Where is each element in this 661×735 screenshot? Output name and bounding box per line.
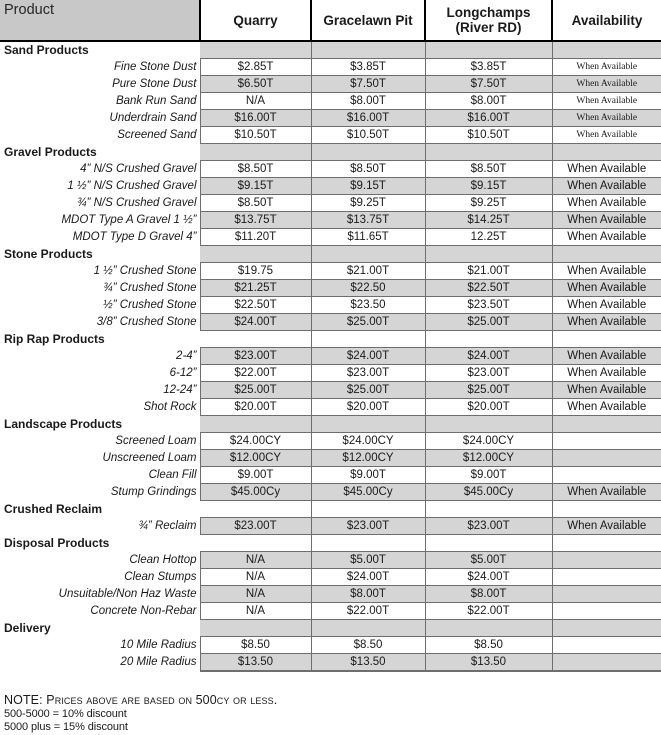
product-name: 10 Mile Radius xyxy=(0,637,200,654)
price-gracelawn: $9.25T xyxy=(311,195,425,212)
section-header-row xyxy=(0,416,661,433)
availability-value: When Available xyxy=(552,263,661,280)
price-longchamps: $5.00T xyxy=(425,552,552,569)
table-row xyxy=(0,484,661,501)
price-gracelawn: $10.50T xyxy=(311,127,425,144)
price-longchamps: $25.00T xyxy=(425,382,552,399)
price-longchamps: $23.00T xyxy=(425,365,552,382)
table-row xyxy=(0,297,661,314)
availability-value: When Available xyxy=(552,297,661,314)
price-quarry: $13.75T xyxy=(200,212,311,229)
product-name: Clean Hottop xyxy=(0,552,200,569)
price-quarry xyxy=(200,535,311,552)
availability-value xyxy=(552,331,661,348)
table-row xyxy=(0,93,661,110)
product-name: ¾” Crushed Stone xyxy=(0,280,200,297)
price-quarry: $22.50T xyxy=(200,297,311,314)
price-gracelawn: $13.50 xyxy=(311,654,425,672)
price-quarry: $8.50 xyxy=(200,637,311,654)
price-quarry: $21.25T xyxy=(200,280,311,297)
availability-value: When Available xyxy=(552,382,661,399)
price-longchamps: $8.50T xyxy=(425,161,552,178)
product-name: 2-4” xyxy=(0,348,200,365)
availability-value: When Available xyxy=(552,280,661,297)
price-gracelawn: $13.75T xyxy=(311,212,425,229)
price-gracelawn: $20.00T xyxy=(311,399,425,416)
price-longchamps: $22.00T xyxy=(425,603,552,620)
table-row xyxy=(0,586,661,603)
availability-value xyxy=(552,467,661,484)
availability-value: When Available xyxy=(552,518,661,535)
column-header-product: Product xyxy=(0,0,200,41)
price-quarry: N/A xyxy=(200,569,311,586)
price-gracelawn: $8.50T xyxy=(311,161,425,178)
price-gracelawn xyxy=(311,416,425,433)
product-name: Stump Grindings xyxy=(0,484,200,501)
price-longchamps: $23.00T xyxy=(425,518,552,535)
price-longchamps xyxy=(425,331,552,348)
price-quarry: $45.00Cy xyxy=(200,484,311,501)
price-gracelawn: $24.00T xyxy=(311,348,425,365)
section-header-row xyxy=(0,41,661,59)
product-name: Unscreened Loam xyxy=(0,450,200,467)
table-row xyxy=(0,382,661,399)
price-quarry: $13.50 xyxy=(200,654,311,672)
note-line-prices-basis xyxy=(4,694,661,708)
table-row xyxy=(0,127,661,144)
availability-value: When Available xyxy=(552,59,661,76)
section-label: Rip Rap Products xyxy=(0,331,200,348)
price-longchamps: $7.50T xyxy=(425,76,552,93)
table-row xyxy=(0,518,661,535)
price-longchamps: $24.00CY xyxy=(425,433,552,450)
price-gracelawn: $23.50 xyxy=(311,297,425,314)
availability-value: When Available xyxy=(552,314,661,331)
price-longchamps xyxy=(425,416,552,433)
price-gracelawn: $9.00T xyxy=(311,467,425,484)
price-quarry: $24.00T xyxy=(200,314,311,331)
table-row xyxy=(0,365,661,382)
price-gracelawn xyxy=(311,620,425,637)
price-quarry: $19.75 xyxy=(200,263,311,280)
availability-value: When Available xyxy=(552,484,661,501)
availability-value xyxy=(552,569,661,586)
product-name: Clean Stumps xyxy=(0,569,200,586)
table-row xyxy=(0,552,661,569)
section-header-row xyxy=(0,144,661,161)
availability-value xyxy=(552,586,661,603)
product-name: Pure Stone Dust xyxy=(0,76,200,93)
product-name: Underdrain Sand xyxy=(0,110,200,127)
availability-value: When Available xyxy=(552,212,661,229)
availability-value xyxy=(552,246,661,263)
table-row xyxy=(0,314,661,331)
header-row xyxy=(0,0,661,41)
product-name: Unsuitable/Non Haz Waste xyxy=(0,586,200,603)
column-header-longchamps-line2: (River RD) xyxy=(455,20,522,35)
price-quarry: $23.00T xyxy=(200,348,311,365)
price-longchamps: $23.50T xyxy=(425,297,552,314)
price-gracelawn: $8.00T xyxy=(311,93,425,110)
price-quarry: $8.50T xyxy=(200,161,311,178)
table-row xyxy=(0,348,661,365)
price-gracelawn: $12.00CY xyxy=(311,450,425,467)
availability-value: When Available xyxy=(552,178,661,195)
price-quarry: $8.50T xyxy=(200,195,311,212)
price-gracelawn: $25.00T xyxy=(311,382,425,399)
price-quarry: $25.00T xyxy=(200,382,311,399)
product-name: Shot Rock xyxy=(0,399,200,416)
price-quarry: N/A xyxy=(200,586,311,603)
section-header-row xyxy=(0,620,661,637)
table-header xyxy=(0,0,661,41)
price-gracelawn: $24.00CY xyxy=(311,433,425,450)
price-gracelawn: $21.00T xyxy=(311,263,425,280)
table-row xyxy=(0,195,661,212)
availability-value xyxy=(552,552,661,569)
product-name: Fine Stone Dust xyxy=(0,59,200,76)
table-row xyxy=(0,280,661,297)
availability-value xyxy=(552,433,661,450)
availability-value: When Available xyxy=(552,365,661,382)
table-row xyxy=(0,110,661,127)
section-header-row xyxy=(0,535,661,552)
price-quarry xyxy=(200,416,311,433)
table-row xyxy=(0,399,661,416)
product-name: 1 ½” N/S Crushed Gravel xyxy=(0,178,200,195)
product-name: 1 ½” Crushed Stone xyxy=(0,263,200,280)
price-longchamps xyxy=(425,246,552,263)
price-gracelawn: $8.50 xyxy=(311,637,425,654)
product-name: Bank Run Sand xyxy=(0,93,200,110)
price-longchamps xyxy=(425,501,552,518)
section-label: Gravel Products xyxy=(0,144,200,161)
availability-value xyxy=(552,501,661,518)
price-gracelawn xyxy=(311,246,425,263)
price-gracelawn: $8.00T xyxy=(311,586,425,603)
price-quarry: N/A xyxy=(200,93,311,110)
availability-value xyxy=(552,416,661,433)
availability-value xyxy=(552,144,661,161)
product-name: 6-12” xyxy=(0,365,200,382)
product-name: 3/8” Crushed Stone xyxy=(0,314,200,331)
availability-value xyxy=(552,603,661,620)
price-gracelawn: $22.50 xyxy=(311,280,425,297)
price-quarry xyxy=(200,41,311,59)
availability-value xyxy=(552,637,661,654)
price-gracelawn: $16.00T xyxy=(311,110,425,127)
section-header-row xyxy=(0,501,661,518)
price-gracelawn xyxy=(311,535,425,552)
price-gracelawn: $7.50T xyxy=(311,76,425,93)
product-name: 12-24” xyxy=(0,382,200,399)
availability-value: When Available xyxy=(552,229,661,246)
product-name: Clean Fill xyxy=(0,467,200,484)
availability-value: When Available xyxy=(552,195,661,212)
price-quarry: $11.20T xyxy=(200,229,311,246)
availability-value xyxy=(552,450,661,467)
availability-value xyxy=(552,41,661,59)
price-longchamps: $20.00T xyxy=(425,399,552,416)
availability-value xyxy=(552,535,661,552)
section-label: Landscape Products xyxy=(0,416,200,433)
table-row xyxy=(0,637,661,654)
price-gracelawn: $23.00T xyxy=(311,365,425,382)
footer-note xyxy=(4,694,661,735)
price-longchamps: $25.00T xyxy=(425,314,552,331)
price-longchamps: $10.50T xyxy=(425,127,552,144)
section-label: Delivery xyxy=(0,620,200,637)
price-quarry xyxy=(200,331,311,348)
section-label: Sand Products xyxy=(0,41,200,59)
price-quarry: N/A xyxy=(200,552,311,569)
price-longchamps: 12.25T xyxy=(425,229,552,246)
section-label: Stone Products xyxy=(0,246,200,263)
product-name: MDOT Type D Gravel 4” xyxy=(0,229,200,246)
product-name: MDOT Type A Gravel 1 ½” xyxy=(0,212,200,229)
price-quarry xyxy=(200,501,311,518)
table-row xyxy=(0,569,661,586)
column-header-quarry: Quarry xyxy=(200,0,311,41)
price-quarry: N/A xyxy=(200,603,311,620)
price-gracelawn: $11.65T xyxy=(311,229,425,246)
price-longchamps: $8.50 xyxy=(425,637,552,654)
price-quarry xyxy=(200,246,311,263)
price-gracelawn: $25.00T xyxy=(311,314,425,331)
table-row xyxy=(0,654,661,672)
price-gracelawn: $23.00T xyxy=(311,518,425,535)
column-header-gracelawn-pit: Gracelawn Pit xyxy=(311,0,425,41)
price-longchamps: $14.25T xyxy=(425,212,552,229)
column-header-availability: Availability xyxy=(552,0,661,41)
product-name: ½” Crushed Stone xyxy=(0,297,200,314)
availability-value: When Available xyxy=(552,161,661,178)
note-line-discount-500-5000: 500-5000 = 10% discount xyxy=(4,707,127,720)
availability-value: When Available xyxy=(552,93,661,110)
price-gracelawn: $22.00T xyxy=(311,603,425,620)
price-quarry xyxy=(200,144,311,161)
price-gracelawn: $24.00T xyxy=(311,569,425,586)
price-longchamps: $9.15T xyxy=(425,178,552,195)
price-longchamps: $9.25T xyxy=(425,195,552,212)
price-quarry: $23.00T xyxy=(200,518,311,535)
product-name: Screened Sand xyxy=(0,127,200,144)
price-quarry: $20.00T xyxy=(200,399,311,416)
availability-value: When Available xyxy=(552,127,661,144)
table-row xyxy=(0,212,661,229)
product-name: ¾” N/S Crushed Gravel xyxy=(0,195,200,212)
price-gracelawn: $9.15T xyxy=(311,178,425,195)
table-row xyxy=(0,433,661,450)
price-quarry: $9.15T xyxy=(200,178,311,195)
price-longchamps: $12.00CY xyxy=(425,450,552,467)
table-row xyxy=(0,603,661,620)
table-row xyxy=(0,161,661,178)
price-longchamps: $45.00Cy xyxy=(425,484,552,501)
availability-value xyxy=(552,620,661,637)
price-quarry: $22.00T xyxy=(200,365,311,382)
price-gracelawn: $45.00Cy xyxy=(311,484,425,501)
price-longchamps: $22.50T xyxy=(425,280,552,297)
price-longchamps: $13.50 xyxy=(425,654,552,672)
price-longchamps: $24.00T xyxy=(425,569,552,586)
table-row xyxy=(0,263,661,280)
price-gracelawn xyxy=(311,331,425,348)
section-header-row xyxy=(0,246,661,263)
table-row xyxy=(0,178,661,195)
price-longchamps: $24.00T xyxy=(425,348,552,365)
table-row xyxy=(0,76,661,93)
table-row xyxy=(0,59,661,76)
availability-value: When Available xyxy=(552,399,661,416)
section-header-row xyxy=(0,331,661,348)
price-longchamps: $3.85T xyxy=(425,59,552,76)
section-label: Disposal Products xyxy=(0,535,200,552)
table-body xyxy=(0,41,661,671)
price-quarry: $24.00CY xyxy=(200,433,311,450)
note-line-discount-5000-plus: 5000 plus = 15% discount xyxy=(4,721,128,733)
price-longchamps: $9.00T xyxy=(425,467,552,484)
product-name: Concrete Non-Rebar xyxy=(0,603,200,620)
price-longchamps: $8.00T xyxy=(425,93,552,110)
table-row xyxy=(0,467,661,484)
availability-value: When Available xyxy=(552,348,661,365)
product-name: 4” N/S Crushed Gravel xyxy=(0,161,200,178)
price-gracelawn: $3.85T xyxy=(311,59,425,76)
price-gracelawn xyxy=(311,144,425,161)
section-label: Crushed Reclaim xyxy=(0,501,200,518)
price-longchamps xyxy=(425,41,552,59)
price-quarry xyxy=(200,620,311,637)
note-line-1-rest: Prices above are based on 500cy or less. xyxy=(42,693,278,707)
price-quarry: $9.00T xyxy=(200,467,311,484)
product-name: 20 Mile Radius xyxy=(0,654,200,672)
note-lead: NOTE: xyxy=(4,693,43,707)
availability-value: When Available xyxy=(552,110,661,127)
price-longchamps: $8.00T xyxy=(425,586,552,603)
column-header-longchamps xyxy=(425,0,552,41)
price-quarry: $2.85T xyxy=(200,59,311,76)
price-longchamps xyxy=(425,620,552,637)
price-gracelawn: $5.00T xyxy=(311,552,425,569)
price-longchamps: $21.00T xyxy=(425,263,552,280)
price-gracelawn xyxy=(311,41,425,59)
price-longchamps: $16.00T xyxy=(425,110,552,127)
availability-value: When Available xyxy=(552,76,661,93)
column-header-longchamps-line1: Longchamps xyxy=(446,5,531,20)
price-quarry: $6.50T xyxy=(200,76,311,93)
product-name: ¾” Reclaim xyxy=(0,518,200,535)
price-longchamps xyxy=(425,535,552,552)
price-quarry: $16.00T xyxy=(200,110,311,127)
table-row xyxy=(0,450,661,467)
price-longchamps xyxy=(425,144,552,161)
table-row xyxy=(0,229,661,246)
price-quarry: $12.00CY xyxy=(200,450,311,467)
price-quarry: $10.50T xyxy=(200,127,311,144)
product-name: Screened Loam xyxy=(0,433,200,450)
availability-value xyxy=(552,654,661,672)
price-gracelawn xyxy=(311,501,425,518)
